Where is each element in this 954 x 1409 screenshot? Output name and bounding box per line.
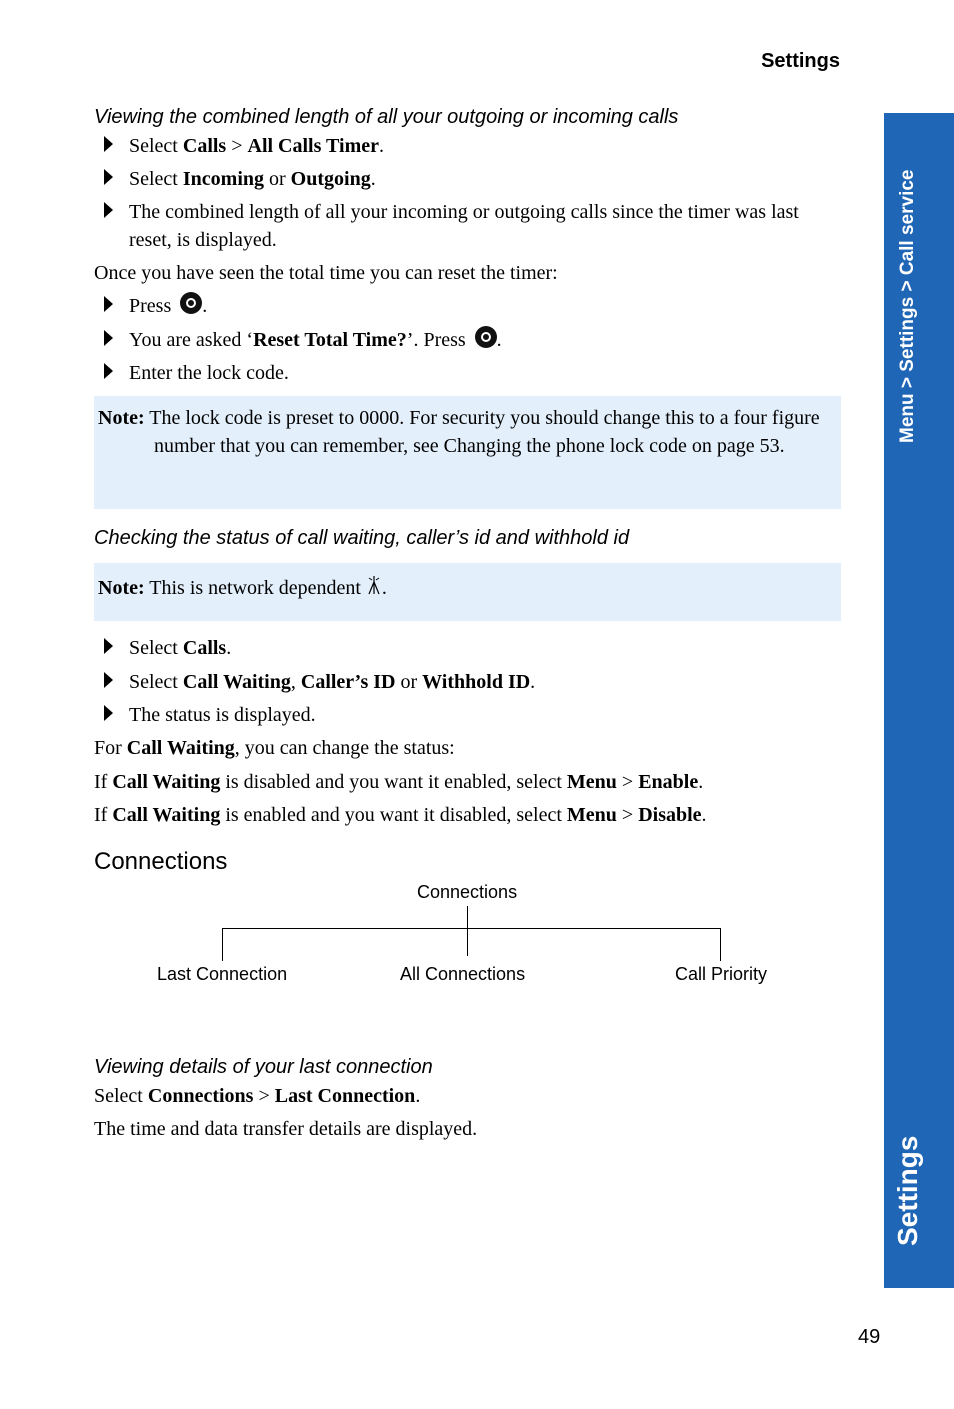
tree-child-label: Last Connection bbox=[157, 964, 288, 984]
note-box: Note: This is network dependent . bbox=[94, 563, 841, 621]
section-heading-call-timer: Viewing the combined length of all your outgoing or incoming calls bbox=[94, 106, 679, 128]
paragraph: If Call Waiting is disabled and you want it enabled, select Menu > Enable. bbox=[94, 771, 704, 793]
tree-connector bbox=[222, 928, 223, 961]
bullet-arrow-icon bbox=[104, 296, 113, 312]
list-item: The status is displayed. bbox=[104, 701, 844, 729]
bullet-arrow-icon bbox=[104, 169, 113, 185]
bullet-arrow-icon bbox=[104, 202, 113, 218]
section-sidebar bbox=[884, 113, 954, 1288]
bullet-arrow-icon bbox=[104, 330, 113, 346]
tree-connector bbox=[467, 906, 468, 956]
paragraph: If Call Waiting is enabled and you want it disabled, select Menu > Disable. bbox=[94, 804, 707, 826]
section-heading-call-waiting: Checking the status of call waiting, caller’s id and withhold id bbox=[94, 527, 630, 549]
sidebar-breadcrumb: Menu > Settings > Call service bbox=[897, 169, 918, 443]
tree-connector bbox=[720, 928, 721, 961]
section-heading-last-connection: Viewing details of your last connection bbox=[94, 1056, 433, 1078]
paragraph: The time and data transfer details are displayed. bbox=[94, 1118, 478, 1140]
list-item: You are asked ‘Reset Total Time?’. Press . bbox=[104, 326, 844, 354]
section-heading-connections: Connections bbox=[94, 848, 228, 875]
paragraph: Select Connections > Last Connection. bbox=[94, 1085, 421, 1107]
paragraph: Once you have seen the total time you can reset the timer: bbox=[94, 262, 558, 284]
bullet-arrow-icon bbox=[104, 672, 113, 688]
page-number: 49 bbox=[858, 1326, 881, 1348]
list-item: Select Calls > All Calls Timer. bbox=[104, 132, 844, 160]
navigation-key-icon bbox=[475, 326, 497, 348]
note-box: Note: The lock code is preset to 0000. For security you should change this to a four figure number that you can remember, see Changing the phone lock code on page 53. bbox=[94, 396, 841, 509]
list-item: Select Incoming or Outgoing. bbox=[104, 165, 844, 193]
bullet-arrow-icon bbox=[104, 136, 113, 152]
tree-connector bbox=[222, 928, 721, 929]
network-antenna-icon bbox=[366, 574, 382, 596]
bullet-arrow-icon bbox=[104, 705, 113, 721]
bullet-arrow-icon bbox=[104, 638, 113, 654]
bullet-arrow-icon bbox=[104, 363, 113, 379]
list-item: Press . bbox=[104, 292, 844, 320]
sidebar-section-title: Settings bbox=[892, 1135, 923, 1246]
list-item: The combined length of all your incoming or outgoing calls since the timer was last reset, is displayed. bbox=[104, 198, 844, 254]
list-item: Enter the lock code. bbox=[104, 359, 844, 387]
navigation-key-icon bbox=[180, 292, 202, 314]
list-item: Select Calls. bbox=[104, 634, 844, 662]
paragraph: For Call Waiting, you can change the status: bbox=[94, 737, 455, 759]
list-item: Select Call Waiting, Caller’s ID or Withhold ID. bbox=[104, 668, 844, 696]
running-header: Settings bbox=[761, 50, 840, 72]
tree-root-label: Connections bbox=[417, 882, 518, 902]
tree-child-label: Call Priority bbox=[675, 964, 768, 984]
tree-child-label: All Connections bbox=[400, 964, 526, 984]
